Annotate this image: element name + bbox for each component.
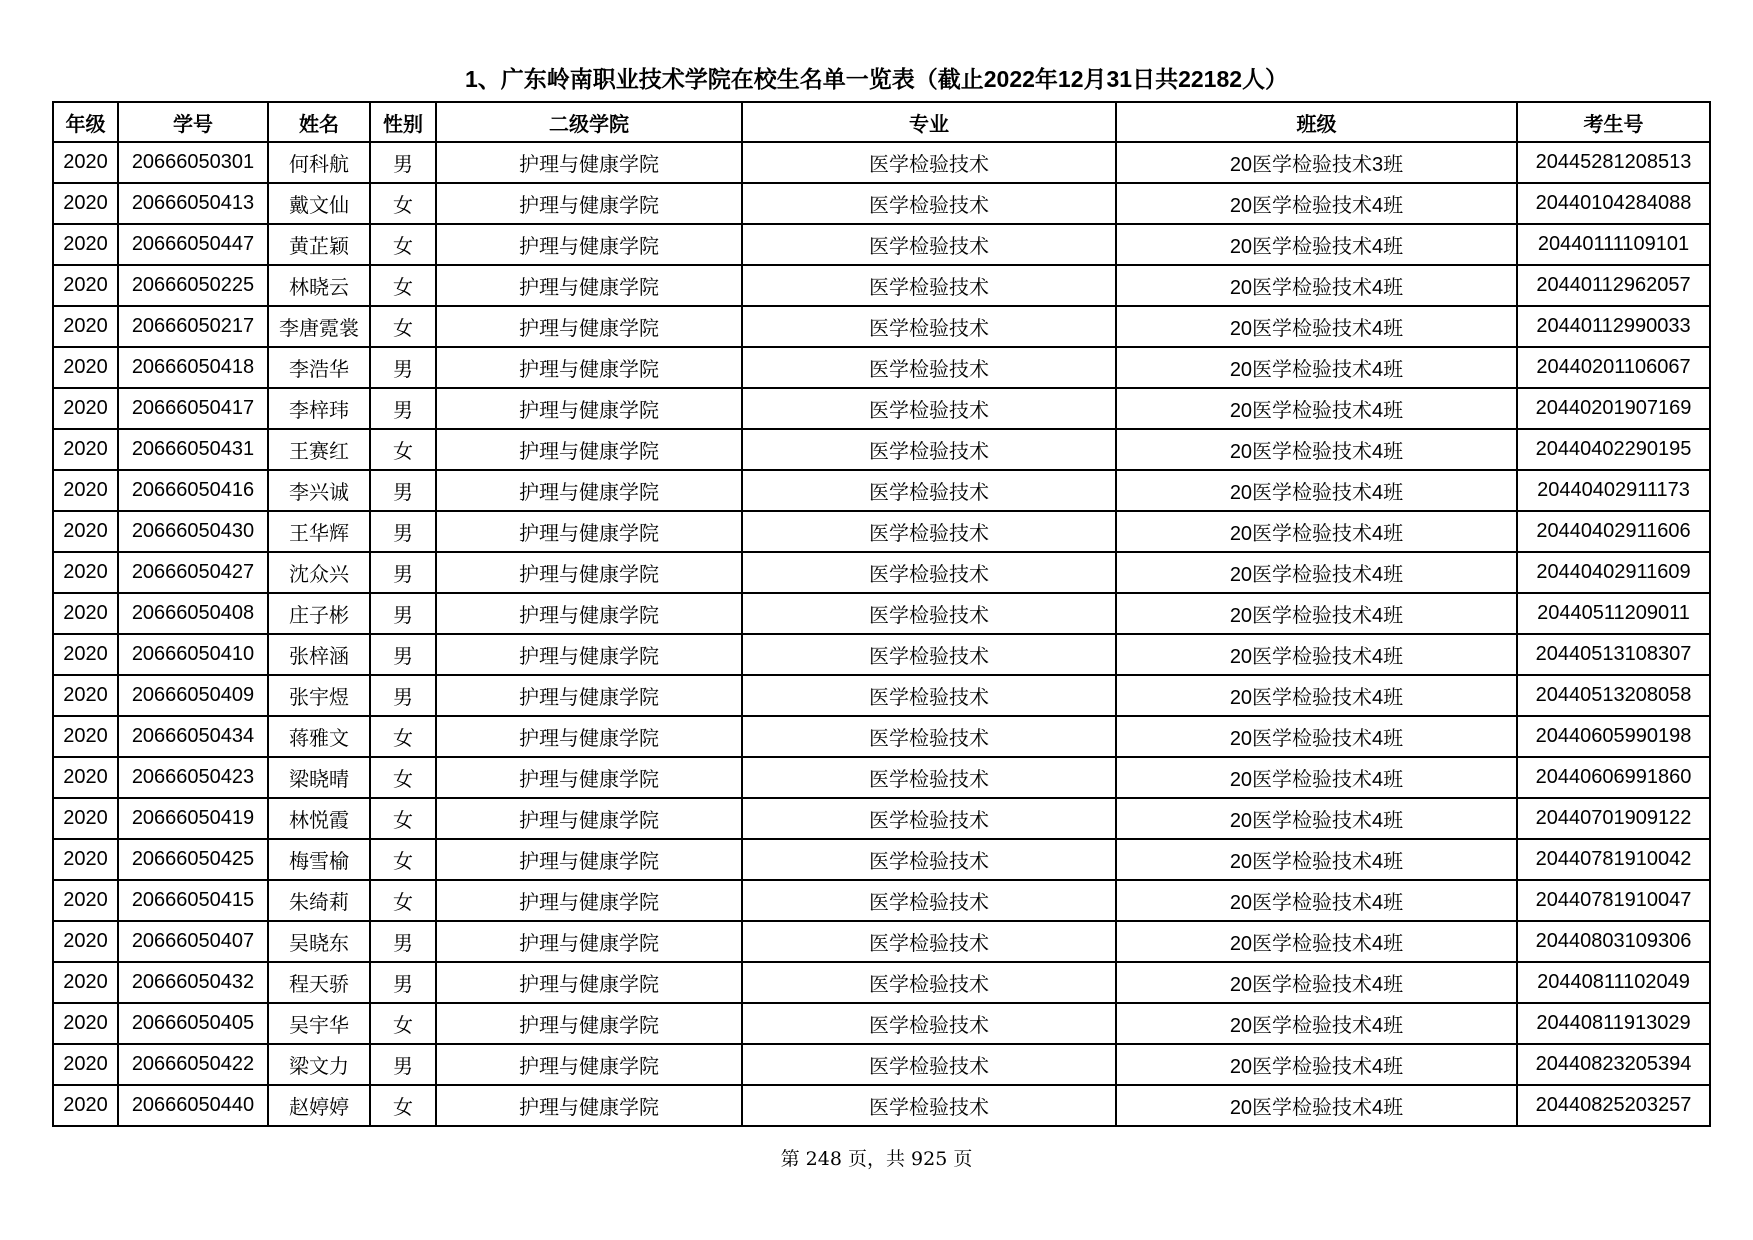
cell-class: 20医学检验技术4班 (1116, 1044, 1517, 1085)
student-roster-table (52, 101, 1711, 1127)
cell-class: 20医学检验技术4班 (1116, 962, 1517, 1003)
cell-gender: 女 (370, 1003, 436, 1044)
cell-name: 何科航 (268, 142, 370, 183)
cell-class: 20医学检验技术4班 (1116, 921, 1517, 962)
cell-class: 20医学检验技术4班 (1116, 511, 1517, 552)
cell-grade: 2020 (53, 306, 118, 347)
cell-name: 李浩华 (268, 347, 370, 388)
cell-gender: 女 (370, 757, 436, 798)
cell-exam-number: 20440201907169 (1517, 388, 1710, 429)
column-header-name: 姓名 (268, 102, 370, 142)
cell-college: 护理与健康学院 (436, 552, 742, 593)
cell-class: 20医学检验技术4班 (1116, 388, 1517, 429)
cell-college: 护理与健康学院 (436, 593, 742, 634)
cell-name: 庄子彬 (268, 593, 370, 634)
cell-class: 20医学检验技术4班 (1116, 716, 1517, 757)
cell-class: 20医学检验技术4班 (1116, 1085, 1517, 1126)
cell-college: 护理与健康学院 (436, 757, 742, 798)
cell-major: 医学检验技术 (742, 839, 1116, 880)
cell-college: 护理与健康学院 (436, 306, 742, 347)
cell-gender: 男 (370, 634, 436, 675)
cell-major: 医学检验技术 (742, 675, 1116, 716)
column-header-gender: 性别 (370, 102, 436, 142)
cell-student-id: 20666050408 (118, 593, 268, 634)
cell-exam-number: 20440781910042 (1517, 839, 1710, 880)
cell-class: 20医学检验技术4班 (1116, 470, 1517, 511)
cell-student-id: 20666050422 (118, 1044, 268, 1085)
cell-class: 20医学检验技术3班 (1116, 142, 1517, 183)
cell-major: 医学检验技术 (742, 1003, 1116, 1044)
table-row (53, 265, 1710, 306)
cell-student-id: 20666050425 (118, 839, 268, 880)
cell-grade: 2020 (53, 675, 118, 716)
cell-grade: 2020 (53, 1044, 118, 1085)
cell-major: 医学检验技术 (742, 634, 1116, 675)
cell-major: 医学检验技术 (742, 757, 1116, 798)
cell-major: 医学检验技术 (742, 142, 1116, 183)
footer-middle: 页，共 (847, 1148, 905, 1170)
cell-major: 医学检验技术 (742, 798, 1116, 839)
cell-grade: 2020 (53, 429, 118, 470)
table-row (53, 839, 1710, 880)
cell-exam-number: 20440701909122 (1517, 798, 1710, 839)
cell-class: 20医学检验技术4班 (1116, 1003, 1517, 1044)
cell-student-id: 20666050447 (118, 224, 268, 265)
table-row (53, 183, 1710, 224)
cell-exam-number: 20440104284088 (1517, 183, 1710, 224)
cell-college: 护理与健康学院 (436, 388, 742, 429)
cell-college: 护理与健康学院 (436, 839, 742, 880)
cell-exam-number: 20440111109101 (1517, 224, 1710, 265)
cell-student-id: 20666050432 (118, 962, 268, 1003)
cell-grade: 2020 (53, 921, 118, 962)
cell-name: 王华辉 (268, 511, 370, 552)
table-row (53, 757, 1710, 798)
cell-grade: 2020 (53, 593, 118, 634)
cell-gender: 男 (370, 552, 436, 593)
cell-major: 医学检验技术 (742, 511, 1116, 552)
cell-student-id: 20666050434 (118, 716, 268, 757)
cell-exam-number: 20440823205394 (1517, 1044, 1710, 1085)
cell-gender: 女 (370, 880, 436, 921)
cell-college: 护理与健康学院 (436, 183, 742, 224)
cell-grade: 2020 (53, 798, 118, 839)
cell-exam-number: 20440803109306 (1517, 921, 1710, 962)
cell-gender: 男 (370, 470, 436, 511)
cell-student-id: 20666050225 (118, 265, 268, 306)
table-row (53, 142, 1710, 183)
cell-gender: 女 (370, 1085, 436, 1126)
cell-college: 护理与健康学院 (436, 142, 742, 183)
cell-class: 20医学检验技术4班 (1116, 634, 1517, 675)
cell-grade: 2020 (53, 962, 118, 1003)
cell-grade: 2020 (53, 839, 118, 880)
cell-name: 黄芷颖 (268, 224, 370, 265)
cell-exam-number: 20440511209011 (1517, 593, 1710, 634)
cell-grade: 2020 (53, 347, 118, 388)
cell-class: 20医学检验技术4班 (1116, 552, 1517, 593)
cell-name: 王赛红 (268, 429, 370, 470)
table-row (53, 716, 1710, 757)
cell-name: 林晓云 (268, 265, 370, 306)
cell-college: 护理与健康学院 (436, 798, 742, 839)
cell-student-id: 20666050407 (118, 921, 268, 962)
cell-gender: 男 (370, 1044, 436, 1085)
cell-name: 赵婷婷 (268, 1085, 370, 1126)
cell-exam-number: 20440781910047 (1517, 880, 1710, 921)
column-header-student-id: 学号 (118, 102, 268, 142)
cell-gender: 男 (370, 511, 436, 552)
table-row (53, 1003, 1710, 1044)
column-header-class: 班级 (1116, 102, 1517, 142)
cell-exam-number: 20440825203257 (1517, 1085, 1710, 1126)
cell-grade: 2020 (53, 634, 118, 675)
cell-name: 戴文仙 (268, 183, 370, 224)
cell-major: 医学检验技术 (742, 347, 1116, 388)
cell-major: 医学检验技术 (742, 388, 1116, 429)
footer-page-number: 248 (805, 1148, 842, 1170)
cell-college: 护理与健康学院 (436, 470, 742, 511)
table-header-row (53, 102, 1710, 142)
cell-grade: 2020 (53, 880, 118, 921)
cell-student-id: 20666050409 (118, 675, 268, 716)
cell-college: 护理与健康学院 (436, 265, 742, 306)
cell-grade: 2020 (53, 1003, 118, 1044)
table-row (53, 593, 1710, 634)
column-header-grade: 年级 (53, 102, 118, 142)
cell-major: 医学检验技术 (742, 880, 1116, 921)
cell-class: 20医学检验技术4班 (1116, 429, 1517, 470)
cell-name: 李兴诚 (268, 470, 370, 511)
cell-gender: 女 (370, 183, 436, 224)
cell-class: 20医学检验技术4班 (1116, 265, 1517, 306)
cell-major: 医学检验技术 (742, 183, 1116, 224)
cell-student-id: 20666050416 (118, 470, 268, 511)
document-title: 1、广东岭南职业技术学院在校生名单一览表（截止2022年12月31日共22182人） (464, 66, 1289, 92)
cell-grade: 2020 (53, 388, 118, 429)
cell-name: 张宇煜 (268, 675, 370, 716)
cell-major: 医学检验技术 (742, 265, 1116, 306)
cell-college: 护理与健康学院 (436, 716, 742, 757)
table-row (53, 470, 1710, 511)
column-header-exam-number: 考生号 (1517, 102, 1710, 142)
cell-college: 护理与健康学院 (436, 224, 742, 265)
cell-gender: 女 (370, 265, 436, 306)
cell-major: 医学检验技术 (742, 552, 1116, 593)
cell-exam-number: 20440201106067 (1517, 347, 1710, 388)
cell-grade: 2020 (53, 511, 118, 552)
cell-college: 护理与健康学院 (436, 675, 742, 716)
table-row (53, 798, 1710, 839)
cell-college: 护理与健康学院 (436, 1003, 742, 1044)
cell-gender: 男 (370, 921, 436, 962)
cell-major: 医学检验技术 (742, 962, 1116, 1003)
table-row (53, 224, 1710, 265)
cell-name: 梅雪榆 (268, 839, 370, 880)
cell-student-id: 20666050427 (118, 552, 268, 593)
table-row (53, 388, 1710, 429)
cell-name: 李唐霓裳 (268, 306, 370, 347)
cell-exam-number: 20440811102049 (1517, 962, 1710, 1003)
cell-grade: 2020 (53, 224, 118, 265)
cell-grade: 2020 (53, 757, 118, 798)
cell-grade: 2020 (53, 1085, 118, 1126)
cell-name: 李梓玮 (268, 388, 370, 429)
cell-class: 20医学检验技术4班 (1116, 757, 1517, 798)
cell-exam-number: 20440402911173 (1517, 470, 1710, 511)
cell-student-id: 20666050431 (118, 429, 268, 470)
cell-gender: 男 (370, 142, 436, 183)
footer-total-pages: 925 (911, 1148, 948, 1170)
cell-major: 医学检验技术 (742, 593, 1116, 634)
cell-exam-number: 20440402911609 (1517, 552, 1710, 593)
cell-major: 医学检验技术 (742, 921, 1116, 962)
cell-college: 护理与健康学院 (436, 347, 742, 388)
column-header-college: 二级学院 (436, 102, 742, 142)
table-row (53, 1085, 1710, 1126)
table-row (53, 347, 1710, 388)
cell-gender: 女 (370, 429, 436, 470)
cell-college: 护理与健康学院 (436, 1044, 742, 1085)
cell-major: 医学检验技术 (742, 429, 1116, 470)
cell-grade: 2020 (53, 142, 118, 183)
cell-grade: 2020 (53, 183, 118, 224)
cell-grade: 2020 (53, 470, 118, 511)
cell-college: 护理与健康学院 (436, 1085, 742, 1126)
footer-prefix: 第 (780, 1148, 800, 1170)
table-row (53, 634, 1710, 675)
cell-name: 程天骄 (268, 962, 370, 1003)
footer-suffix: 页 (953, 1148, 973, 1170)
cell-student-id: 20666050415 (118, 880, 268, 921)
cell-student-id: 20666050417 (118, 388, 268, 429)
cell-college: 护理与健康学院 (436, 921, 742, 962)
cell-class: 20医学检验技术4班 (1116, 183, 1517, 224)
cell-grade: 2020 (53, 552, 118, 593)
cell-student-id: 20666050410 (118, 634, 268, 675)
cell-gender: 女 (370, 839, 436, 880)
table-row (53, 921, 1710, 962)
cell-name: 林悦霞 (268, 798, 370, 839)
cell-name: 梁文力 (268, 1044, 370, 1085)
table-body (53, 142, 1710, 1126)
cell-class: 20医学检验技术4班 (1116, 880, 1517, 921)
cell-college: 护理与健康学院 (436, 962, 742, 1003)
table-row (53, 675, 1710, 716)
cell-gender: 女 (370, 798, 436, 839)
column-header-major: 专业 (742, 102, 1116, 142)
cell-exam-number: 20440513108307 (1517, 634, 1710, 675)
table-row (53, 306, 1710, 347)
cell-name: 梁晓晴 (268, 757, 370, 798)
cell-exam-number: 20440606991860 (1517, 757, 1710, 798)
cell-exam-number: 20440112990033 (1517, 306, 1710, 347)
table-row (53, 962, 1710, 1003)
cell-class: 20医学检验技术4班 (1116, 675, 1517, 716)
cell-student-id: 20666050430 (118, 511, 268, 552)
cell-name: 沈众兴 (268, 552, 370, 593)
cell-major: 医学检验技术 (742, 306, 1116, 347)
cell-grade: 2020 (53, 716, 118, 757)
cell-major: 医学检验技术 (742, 1044, 1116, 1085)
cell-major: 医学检验技术 (742, 1085, 1116, 1126)
cell-gender: 男 (370, 962, 436, 1003)
cell-class: 20医学检验技术4班 (1116, 593, 1517, 634)
cell-exam-number: 20440811913029 (1517, 1003, 1710, 1044)
cell-college: 护理与健康学院 (436, 511, 742, 552)
cell-college: 护理与健康学院 (436, 880, 742, 921)
page-footer (0, 1144, 1753, 1171)
cell-class: 20医学检验技术4班 (1116, 798, 1517, 839)
cell-major: 医学检验技术 (742, 224, 1116, 265)
table-row (53, 552, 1710, 593)
cell-exam-number: 20440402290195 (1517, 429, 1710, 470)
cell-major: 医学检验技术 (742, 470, 1116, 511)
cell-name: 朱绮莉 (268, 880, 370, 921)
table-row (53, 429, 1710, 470)
cell-class: 20医学检验技术4班 (1116, 224, 1517, 265)
cell-gender: 男 (370, 593, 436, 634)
cell-major: 医学检验技术 (742, 716, 1116, 757)
cell-student-id: 20666050405 (118, 1003, 268, 1044)
cell-gender: 男 (370, 675, 436, 716)
cell-student-id: 20666050423 (118, 757, 268, 798)
table-row (53, 511, 1710, 552)
cell-exam-number: 20440112962057 (1517, 265, 1710, 306)
cell-exam-number: 20440513208058 (1517, 675, 1710, 716)
cell-exam-number: 20445281208513 (1517, 142, 1710, 183)
cell-name: 张梓涵 (268, 634, 370, 675)
cell-exam-number: 20440402911606 (1517, 511, 1710, 552)
cell-gender: 女 (370, 716, 436, 757)
cell-class: 20医学检验技术4班 (1116, 306, 1517, 347)
cell-class: 20医学检验技术4班 (1116, 839, 1517, 880)
cell-student-id: 20666050301 (118, 142, 268, 183)
cell-name: 吴宇华 (268, 1003, 370, 1044)
cell-gender: 男 (370, 347, 436, 388)
cell-college: 护理与健康学院 (436, 634, 742, 675)
table-row (53, 1044, 1710, 1085)
cell-class: 20医学检验技术4班 (1116, 347, 1517, 388)
cell-name: 吴晓东 (268, 921, 370, 962)
cell-student-id: 20666050440 (118, 1085, 268, 1126)
cell-grade: 2020 (53, 265, 118, 306)
cell-student-id: 20666050217 (118, 306, 268, 347)
cell-exam-number: 20440605990198 (1517, 716, 1710, 757)
cell-gender: 女 (370, 224, 436, 265)
cell-student-id: 20666050418 (118, 347, 268, 388)
table-row (53, 880, 1710, 921)
cell-college: 护理与健康学院 (436, 429, 742, 470)
cell-student-id: 20666050413 (118, 183, 268, 224)
cell-gender: 男 (370, 388, 436, 429)
cell-name: 蒋雅文 (268, 716, 370, 757)
cell-gender: 女 (370, 306, 436, 347)
cell-student-id: 20666050419 (118, 798, 268, 839)
